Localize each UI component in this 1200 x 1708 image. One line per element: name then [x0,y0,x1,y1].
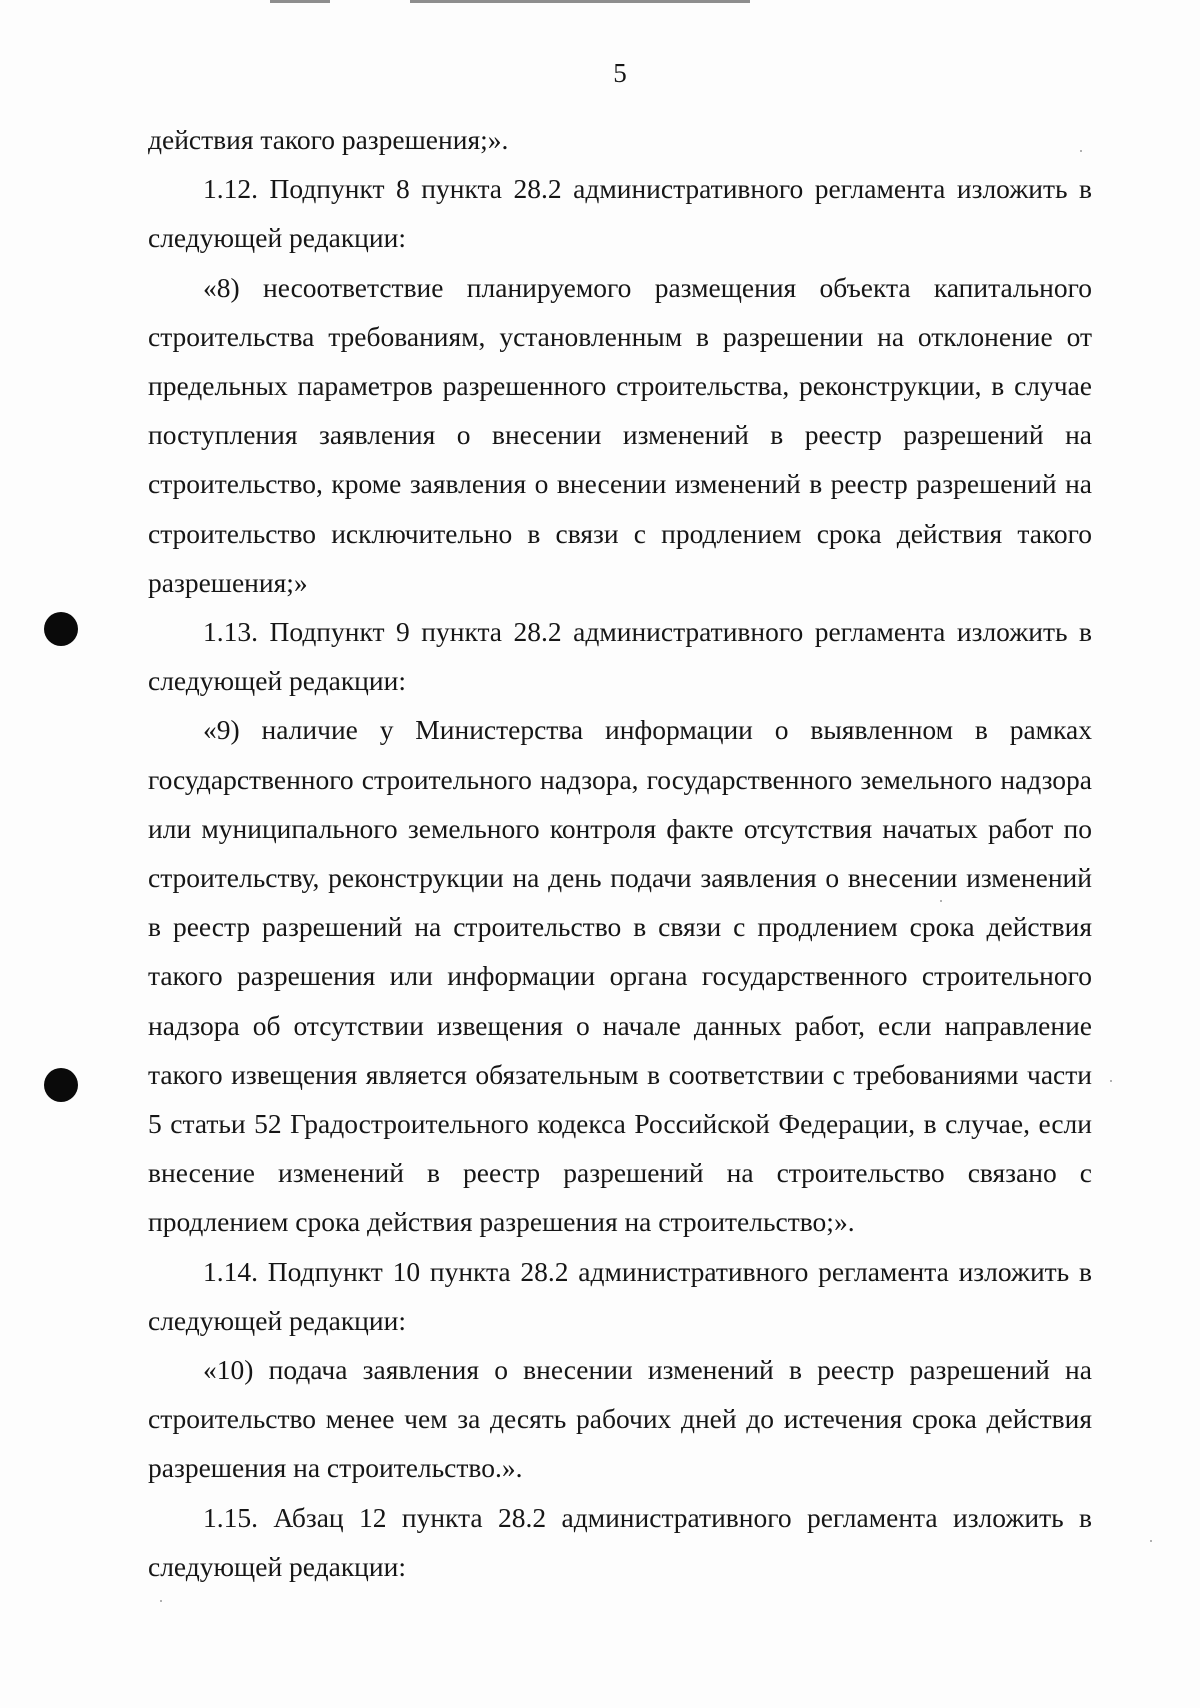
scan-speck [160,1600,162,1602]
paragraph-1-15: 1.15. Абзац 12 пункта 28.2 административного регламента изложить в следующей редакции: [148,1501,1092,1582]
scan-edge-mark [410,0,750,3]
paragraph-subitem-10: «10) подача заявления о внесении изменений в реестр разрешений на строительство менее чем за десять рабочих дней до истечения срока действия разрешения на строительство.». [148,1354,1092,1484]
paragraph-continuation: действия такого разрешения;». [148,124,509,155]
page-number: 5 [613,58,627,88]
punch-hole [44,1068,78,1102]
scan-speck [1110,1080,1112,1082]
scan-speck [1080,150,1082,152]
paragraph-1-12: 1.12. Подпункт 8 пункта 28.2 административного регламента изложить в следующей редакции: [148,173,1092,254]
scan-edge-mark [270,0,330,3]
paragraph-subitem-8: «8) несоответствие планируемого размещения объекта капитального строительства требованиям, установленным в разрешении на отклонение от предельных параметров разрешенного строительства, реконструкции, в случае поступления заявления о внесении изменений в реестр разрешений на строительство, кроме заявления о внесении изменений в реестр разрешений на строительство исключительно в связи с продлением срока действия такого разрешения;» [148,271,1092,598]
document-body [148,115,1092,1591]
scan-speck [1150,1540,1152,1542]
scan-speck [940,900,942,902]
paragraph-subitem-9: «9) наличие у Министерства информации о выявленном в рамках государственного строительного надзора, государственного земельного надзора или муниципального земельного контроля факте отсутствия начатых работ по строительству, реконструкции на день подачи заявления о внесении изменений в реестр разрешений на строительство в связи с продлением срока действия такого разрешения или информации органа государственного строительного надзора об отсутствии извещения о начале данных работ, если направление такого извещения является обязательным в соответствии с требованиями части 5 статьи 52 Градостроительного кодекса Российской Федерации, в случае, если внесение изменений в реестр разрешений на строительство связано с продлением срока действия разрешения на строительство;». [148,714,1092,1238]
punch-hole [44,612,78,646]
paragraph-1-14: 1.14. Подпункт 10 пункта 28.2 административного регламента изложить в следующей редакции: [148,1255,1092,1336]
paragraph-1-13: 1.13. Подпункт 9 пункта 28.2 административного регламента изложить в следующей редакции: [148,616,1092,697]
